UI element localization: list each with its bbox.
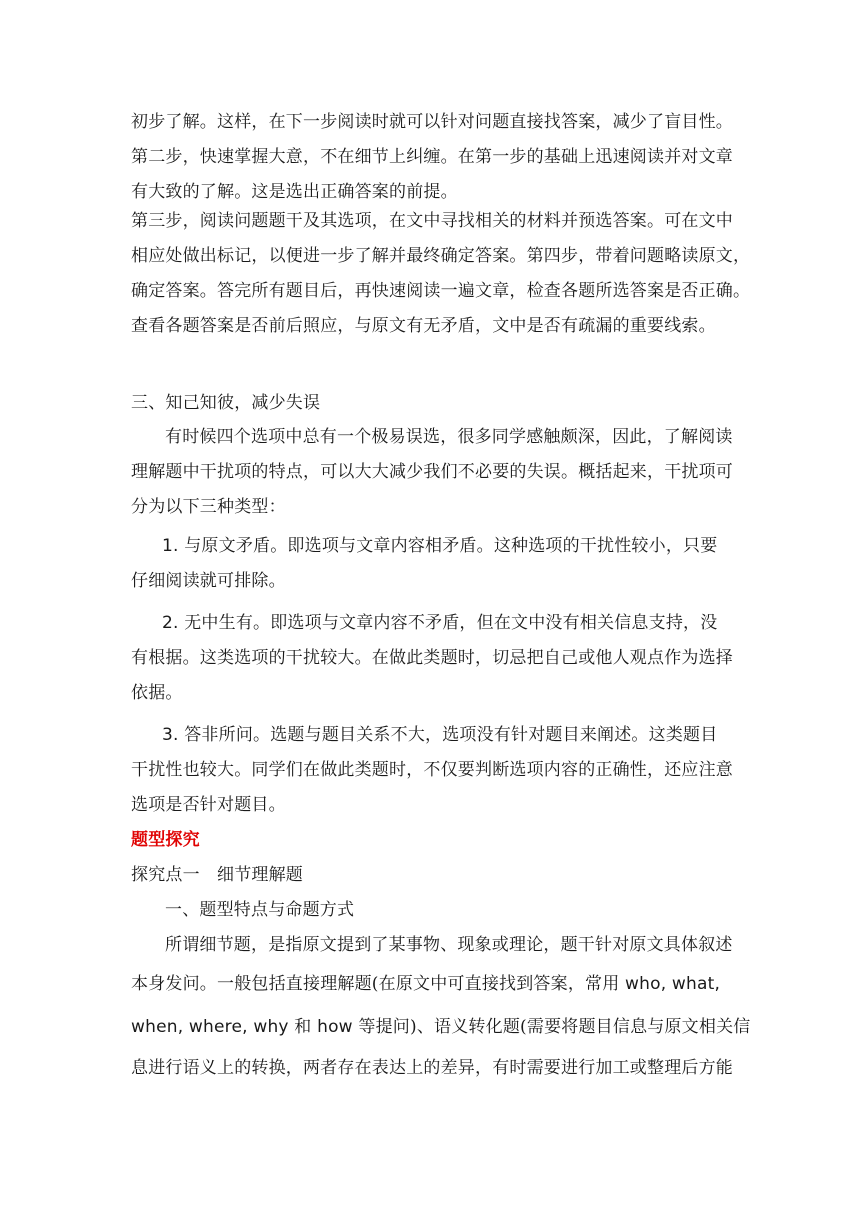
text-line: 息进行语义上的转换，两者存在表达上的差异，有时需要进行加工或整理后方能 — [131, 1058, 733, 1078]
text-line: 初步了解。这样，在下一步阅读时就可以针对问题直接找答案，减少了盲目性。 — [131, 112, 733, 132]
text-line: 有大致的了解。这是选出正确答案的前提。 — [131, 182, 458, 202]
text-line: 有根据。这类选项的干扰较大。在做此类题时，切忌把自己或他人观点作为选择 — [131, 648, 733, 668]
text-line: 本身发问。一般包括直接理解题(在原文中可直接找到答案，常用 who, what, — [131, 974, 721, 994]
text-line: 有时候四个选项中总有一个极易误选，很多同学感触颇深，因此，了解阅读 — [165, 427, 733, 447]
list-item — [162, 723, 717, 747]
text-line: 第三步，阅读问题题干及其选项，在文中寻找相关的材料并预选答案。可在文中 — [131, 211, 733, 231]
text-line: 干扰性也较大。同学们在做此类题时，不仅要判断选项内容的正确性，还应注意 — [131, 760, 733, 780]
list-item — [162, 534, 717, 558]
list-text: 无中生有。即选项与文章内容不矛盾，但在文中没有相关信息支持，没 — [184, 613, 718, 633]
text-line: 依据。 — [131, 683, 183, 703]
text-line: 查看各题答案是否前后照应，与原文有无矛盾，文中是否有疏漏的重要线索。 — [131, 316, 716, 336]
list-text: 与原文矛盾。即选项与文章内容相矛盾。这种选项的干扰性较小，只要 — [184, 536, 718, 556]
text-line: when, where, why 和 how 等提问)、语义转化题(需要将题目信息与原文相关信 — [131, 1017, 751, 1037]
red-section-heading: 题型探究 — [131, 830, 200, 850]
subheading: 探究点一 细节理解题 — [131, 865, 303, 885]
list-number: 2. — [162, 613, 179, 633]
text-line: 选项是否针对题目。 — [131, 795, 286, 815]
text-line: 所谓细节题，是指原文提到了某事物、现象或理论，题干针对原文具体叙述 — [165, 935, 733, 955]
list-item — [162, 611, 717, 635]
text-line: 相应处做出标记，以便进一步了解并最终确定答案。第四步，带着问题略读原文， — [131, 246, 751, 266]
list-text: 答非所问。选题与题目关系不大，选项没有针对题目来阐述。这类题目 — [184, 725, 718, 745]
text-line: 分为以下三种类型： — [131, 497, 286, 517]
text-line: 仔细阅读就可排除。 — [131, 571, 286, 591]
text-line: 第二步，快速掌握大意，不在细节上纠缠。在第一步的基础上迅速阅读并对文章 — [131, 147, 733, 167]
list-number: 1. — [162, 536, 179, 556]
list-number: 3. — [162, 725, 179, 745]
section-heading: 三、知己知彼，减少失误 — [131, 393, 321, 413]
text-line: 确定答案。答完所有题目后，再快速阅读一遍文章，检查各题所选答案是否正确。 — [131, 281, 751, 301]
text-line: 理解题中干扰项的特点，可以大大减少我们不必要的失误。概括起来，干扰项可 — [131, 462, 733, 482]
subheading: 一、题型特点与命题方式 — [165, 900, 355, 920]
